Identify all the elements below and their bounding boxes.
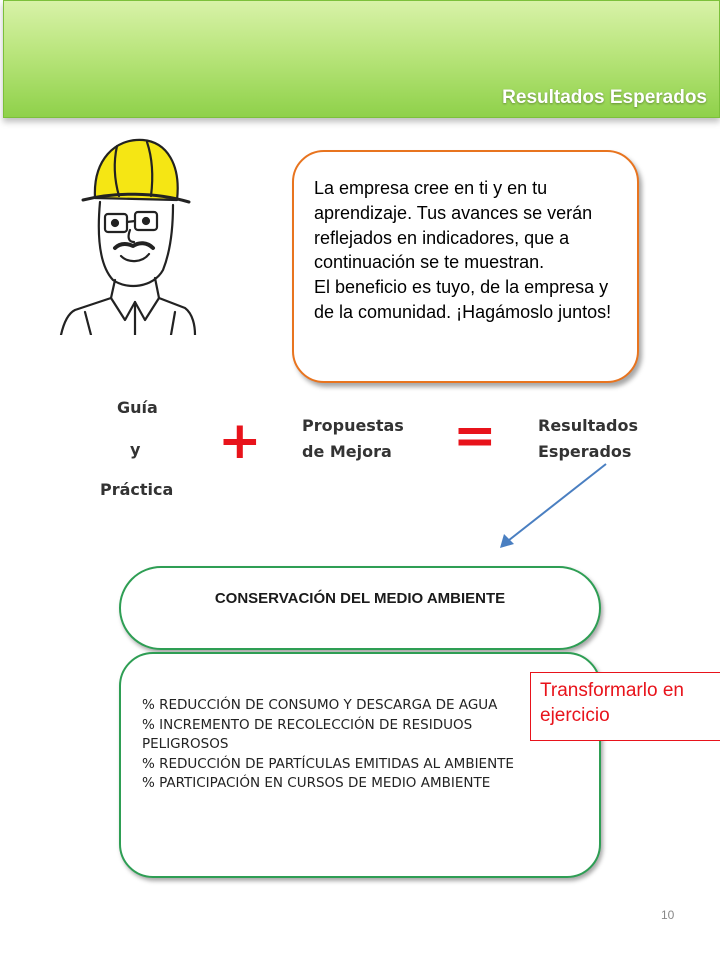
term-guia: Guía	[117, 398, 158, 417]
arrow-icon	[490, 460, 610, 555]
indicators-box	[119, 652, 601, 878]
page-number: 10	[661, 908, 675, 922]
term-resultados-line2: Esperados	[538, 441, 632, 461]
term-propuestas-line2: de Mejora	[302, 441, 392, 461]
term-resultados	[538, 413, 638, 464]
section-title: CONSERVACIÓN DEL MEDIO AMBIENTE	[214, 590, 506, 607]
speech-paragraph-2: El beneficio es tuyo, de la empresa y de la comunidad. ¡Hagámoslo juntos!	[314, 277, 612, 323]
term-resultados-line1: Resultados	[538, 416, 638, 435]
header-banner	[3, 0, 720, 118]
indicator-item: % PARTICIPACIÓN EN CURSOS DE MEDIO AMBIENTE	[142, 775, 491, 792]
speech-bubble	[292, 150, 639, 383]
equals-sign: =	[453, 406, 497, 466]
term-propuestas	[302, 413, 404, 464]
review-note-line1: Transformarlo en	[540, 680, 684, 701]
term-y: y	[130, 440, 141, 459]
speech-paragraph-1: La empresa cree en ti y en tu aprendizaje. Tus avances se verán reflejados en indicadores, que a continuación se te muestran.	[314, 178, 593, 273]
indicator-item: % REDUCCIÓN DE CONSUMO Y DESCARGA DE AGUA	[142, 697, 498, 713]
term-practica: Práctica	[100, 480, 174, 499]
plus-sign: +	[218, 411, 262, 471]
review-note	[530, 672, 720, 741]
indicator-list	[142, 696, 562, 794]
indicator-item: % REDUCCIÓN DE PARTÍCULAS EMITIDAS AL AMBIENTE	[142, 755, 514, 772]
section-title-box	[119, 566, 601, 650]
construction-worker-icon	[55, 130, 200, 335]
term-propuestas-line1: Propuestas	[302, 416, 404, 435]
page-title: Resultados Esperados	[502, 87, 707, 108]
indicator-item: % INCREMENTO DE RECOLECCIÓN DE RESIDUOS PELIGROSOS	[142, 716, 473, 753]
review-note-line2: ejercicio	[540, 704, 610, 726]
